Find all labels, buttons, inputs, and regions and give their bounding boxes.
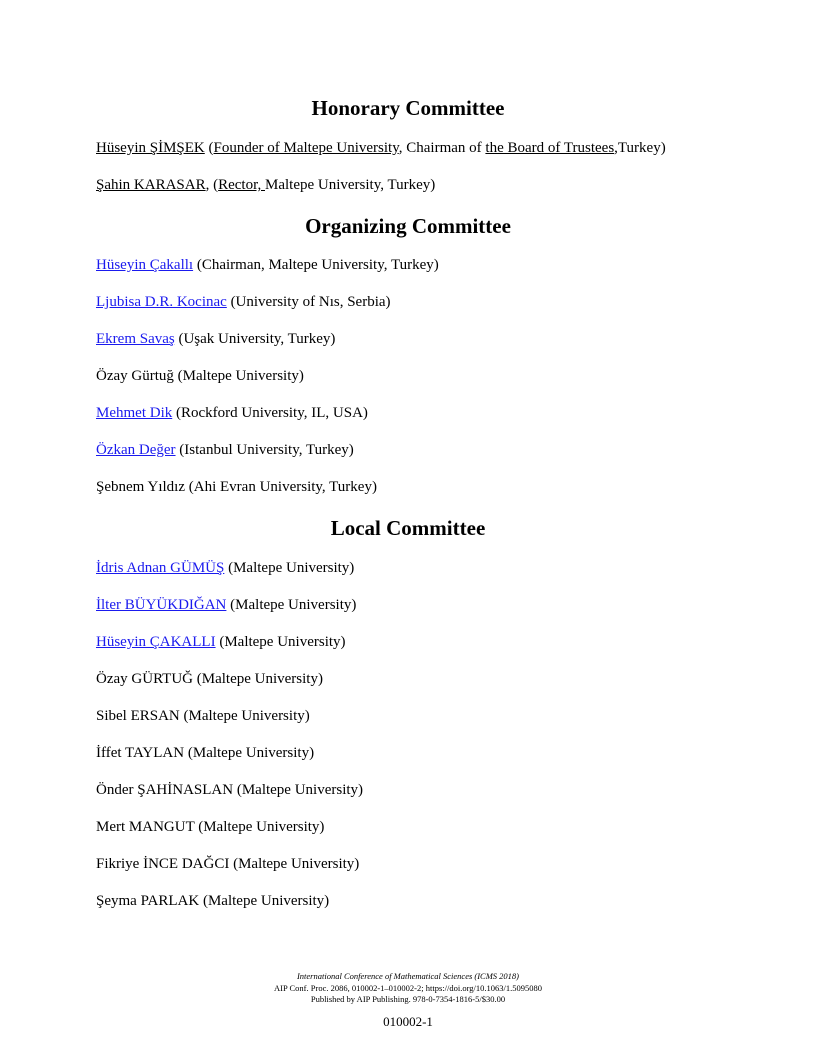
local-member <box>96 820 324 835</box>
honorary-member-mid: , Chairman of <box>398 140 486 156</box>
organizing-member <box>96 332 335 347</box>
member-affiliation: (Maltepe University) <box>229 856 360 872</box>
member-name-link[interactable]: Özkan Değer <box>96 442 176 458</box>
organizing-committee-heading: Organizing Committee <box>305 214 511 238</box>
member-affiliation: (Maltepe University) <box>199 893 330 909</box>
organizing-member <box>96 443 354 458</box>
member-name-link[interactable]: İlter BÜYÜKDIĞAN <box>96 597 227 613</box>
honorary-member-mid: , ( <box>205 177 219 193</box>
member-name: Şeyma PARLAK <box>96 893 200 909</box>
member-name: Mert MANGUT <box>96 819 195 835</box>
member-name: Şebnem Yıldız <box>96 479 186 495</box>
member-affiliation: (Maltepe University) <box>173 368 304 384</box>
member-affiliation: (Rockford University, IL, USA) <box>172 405 368 421</box>
footer-conference: International Conference of Mathematical Sciences (ICMS 2018) <box>296 971 520 981</box>
honorary-member-name: Şahin KARASAR <box>96 177 206 193</box>
member-affiliation: (Ahi Evran University, Turkey) <box>185 479 377 495</box>
local-committee-heading: Local Committee <box>330 516 486 540</box>
member-affiliation: (Maltepe University) <box>226 597 357 613</box>
footer-publisher: Published by AIP Publishing. 978-0-7354-1816-5/$30.00 <box>310 994 506 1004</box>
local-member <box>96 672 323 687</box>
honorary-member-end: ,Turkey) <box>614 140 666 156</box>
organizing-member <box>96 295 391 310</box>
member-affiliation: (Chairman, Maltepe University, Turkey) <box>193 257 439 273</box>
local-member <box>96 561 354 576</box>
member-name-link[interactable]: İdris Adnan GÜMÜŞ <box>96 560 225 576</box>
local-member <box>96 894 329 909</box>
honorary-member-board: the Board of Trustees <box>485 140 615 156</box>
member-affiliation: (University of Nıs, Serbia) <box>226 294 391 310</box>
organizing-member <box>96 480 377 495</box>
honorary-member-name: Hüseyin ŞİMŞEK <box>96 140 205 156</box>
member-name: Sibel ERSAN <box>96 708 180 724</box>
footer-citation: AIP Conf. Proc. 2086, 010002-1–010002-2; https://doi.org/10.1063/1.5095080 <box>274 983 542 993</box>
local-member <box>96 857 359 872</box>
organizing-member <box>96 369 304 384</box>
member-name-link[interactable]: Mehmet Dik <box>96 405 173 421</box>
member-name: Önder ŞAHİNASLAN <box>96 782 234 798</box>
member-affiliation: (Maltepe University) <box>184 745 315 761</box>
member-name: Özay Gürtuğ <box>96 368 174 384</box>
honorary-committee-heading: Honorary Committee <box>311 96 505 120</box>
local-member <box>96 635 346 650</box>
member-name-link[interactable]: Ekrem Savaş <box>96 331 175 347</box>
honorary-member-rector: Rector, <box>218 177 265 193</box>
member-name: İffet TAYLAN <box>96 745 185 761</box>
honorary-member-line-2 <box>96 178 435 193</box>
member-affiliation: (Maltepe University) <box>194 819 325 835</box>
member-affiliation: (Uşak University, Turkey) <box>174 331 336 347</box>
honorary-member-open: ( <box>204 140 214 156</box>
local-member <box>96 783 363 798</box>
member-name-link[interactable]: Ljubisa D.R. Kocinac <box>96 294 227 310</box>
organizing-member <box>96 406 368 421</box>
page-number: 010002-1 <box>383 1014 433 1029</box>
local-member <box>96 598 356 613</box>
member-name-link[interactable]: Hüseyin Çakallı <box>96 257 194 273</box>
member-name: Özay GÜRTUĞ <box>96 671 193 687</box>
honorary-member-line-1 <box>96 141 666 156</box>
member-affiliation: (Maltepe University) <box>233 782 364 798</box>
honorary-member-end: Maltepe University, Turkey) <box>265 177 436 193</box>
member-affiliation: (Istanbul University, Turkey) <box>175 442 354 458</box>
member-affiliation: (Maltepe University) <box>193 671 323 687</box>
member-name-link[interactable]: Hüseyin ÇAKALLI <box>96 634 216 650</box>
local-member <box>96 709 310 724</box>
member-affiliation: (Maltepe University) <box>179 708 310 724</box>
honorary-member-founder: Founder of Maltepe University <box>213 140 399 156</box>
member-affiliation: (Maltepe University) <box>224 560 355 576</box>
organizing-member <box>96 258 439 273</box>
local-member <box>96 746 314 761</box>
member-name: Fikriye İNCE DAĞCI <box>96 856 230 872</box>
member-affiliation: (Maltepe University) <box>215 634 346 650</box>
